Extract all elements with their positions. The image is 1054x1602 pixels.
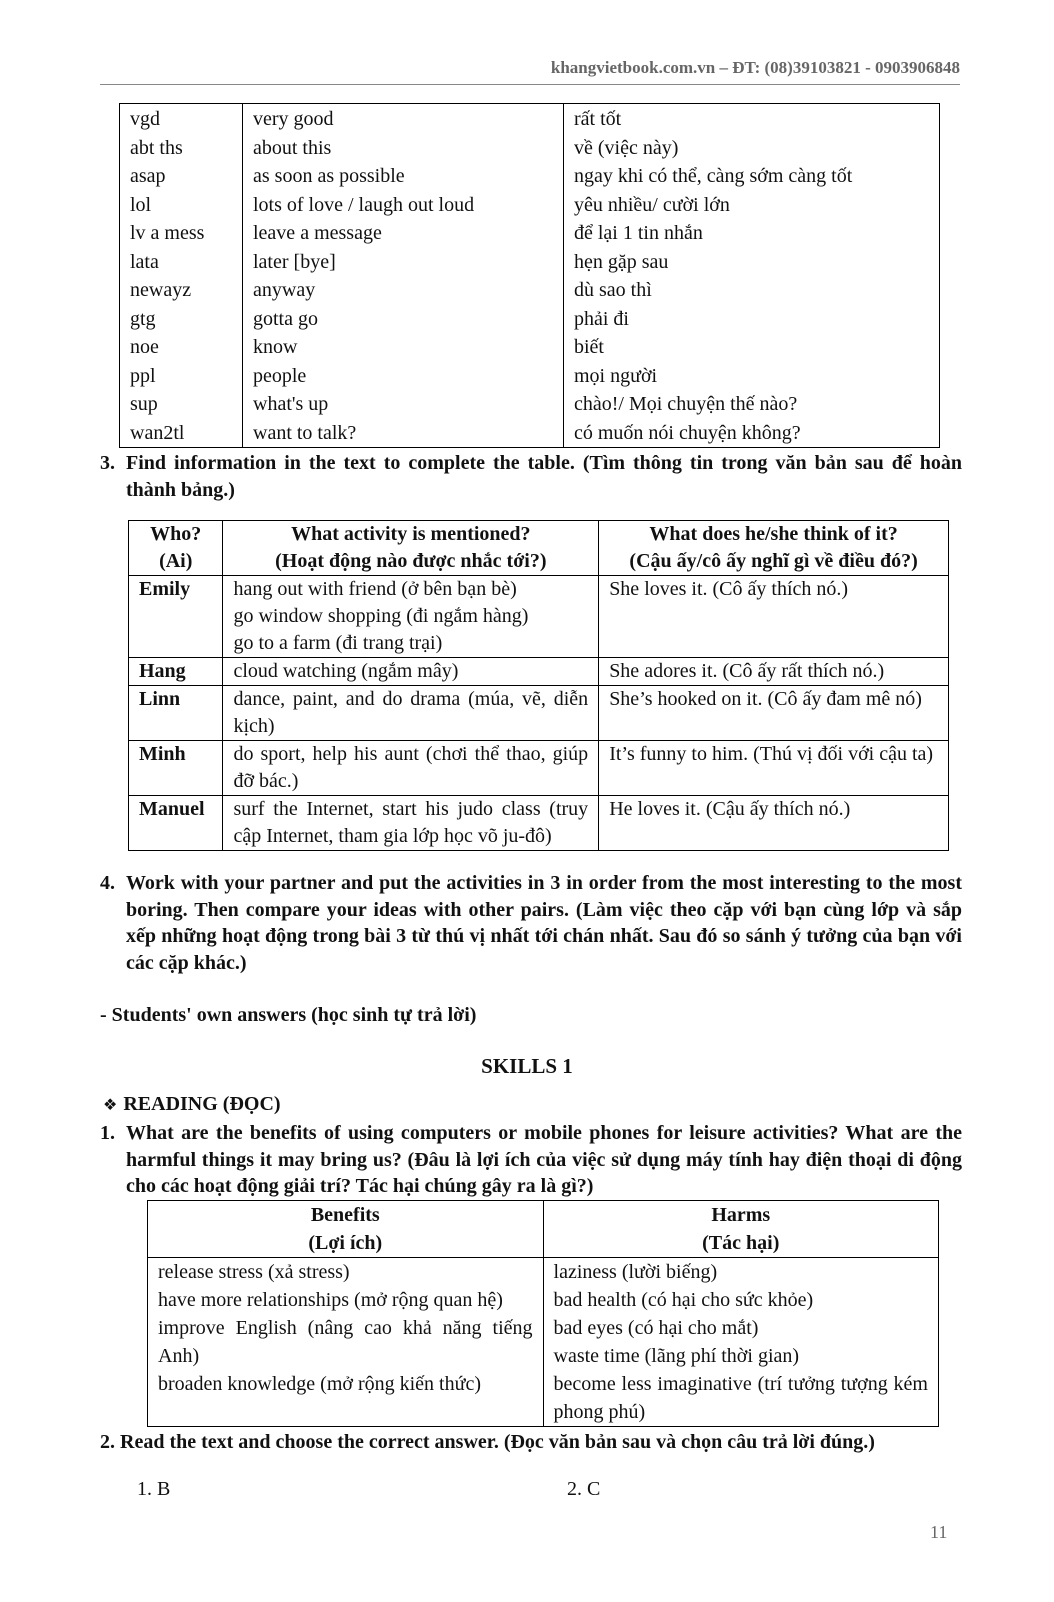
- activity-line: do sport, help his aunt (chơi thể thao, giúp đỡ bác.): [233, 743, 589, 792]
- vietnamese-cell: rất tốt: [574, 108, 622, 130]
- header-activity: What activity is mentioned? (Hoạt động nào được nhắc tới?): [223, 521, 599, 576]
- meaning-cell: anyway: [243, 276, 564, 305]
- benefit-item: release stress (xả stress): [158, 1261, 350, 1283]
- benefits-harms-table: [147, 1200, 939, 1427]
- table-row: [148, 1258, 939, 1427]
- opinion-cell: He loves it. (Cậu ấy thích nó.): [599, 796, 949, 851]
- abbreviation-cell: lata: [120, 248, 243, 277]
- answer-2: 2. C: [567, 1478, 601, 1500]
- who-cell: Emily: [129, 576, 223, 658]
- table-header-row: [129, 521, 949, 576]
- meaning-cell: lots of love / laugh out loud: [243, 191, 564, 220]
- meaning-cell: what's up: [243, 390, 564, 419]
- header-harms: Harms (Tác hại): [543, 1201, 938, 1258]
- harm-item: waste time (lãng phí thời gian): [553, 1345, 800, 1367]
- abbreviation-cell: gtg: [120, 305, 243, 334]
- activity-line: surf the Internet, start his judo class (truy cập Internet, tham gia lớp học võ ju-đô): [233, 798, 589, 847]
- table-row: [129, 658, 949, 686]
- meaning-cell: people: [243, 362, 564, 391]
- opinion-cell: She’s hooked on it. (Cô ấy đam mê nó): [599, 686, 949, 741]
- question-4: [100, 870, 962, 976]
- page-number: 11: [930, 1522, 948, 1542]
- who-cell: Minh: [129, 741, 223, 796]
- abbreviation-cell: ppl: [120, 362, 243, 391]
- abbreviation-cell: lol: [120, 191, 243, 220]
- harm-item: become less imaginative (trí tưởng tượng kém phong phú): [553, 1373, 928, 1423]
- section-title: SKILLS 1: [481, 1054, 573, 1078]
- abbreviation-cell: newayz: [120, 276, 243, 305]
- table-row: [129, 686, 949, 741]
- question-number: 2.: [100, 1431, 115, 1453]
- abbreviation-cell: asap: [120, 162, 243, 191]
- abbreviation-cell: wan2tl: [120, 419, 243, 448]
- table-header-row: [148, 1201, 939, 1258]
- vietnamese-cell: dù sao thì: [574, 279, 652, 301]
- table-row: [120, 276, 940, 305]
- who-cell: Manuel: [129, 796, 223, 851]
- question-3: [100, 450, 962, 503]
- benefit-item: have more relationships (mở rộng quan hệ): [158, 1289, 503, 1311]
- table-row: [120, 419, 940, 448]
- vietnamese-cell: về (việc này): [574, 136, 679, 159]
- activity-line: dance, paint, and do drama (múa, vẽ, diễn kịch): [233, 688, 589, 737]
- activity-cell: [223, 686, 599, 741]
- activity-line: cloud watching (ngắm mây): [233, 660, 459, 682]
- q4-answer: - Students' own answers (học sinh tự trả lời): [100, 1004, 477, 1026]
- table-row: [120, 390, 940, 419]
- meaning-cell: gotta go: [243, 305, 564, 334]
- answer-1: 1. B: [137, 1478, 171, 1500]
- benefit-item: improve English (nâng cao khả năng tiếng Anh): [158, 1317, 533, 1367]
- opinion-cell: She loves it. (Cô ấy thích nó.): [599, 576, 949, 658]
- harm-item: bad eyes (có hại cho mắt): [553, 1317, 759, 1339]
- table-row: [129, 576, 949, 658]
- table-row: [120, 219, 940, 248]
- who-cell: Linn: [129, 686, 223, 741]
- question-text: Read the text and choose the correct answer. (Đọc văn bản sau và chọn câu trả lời đúng.): [120, 1431, 875, 1453]
- benefit-item: broaden knowledge (mở rộng kiến thức): [158, 1373, 481, 1395]
- vietnamese-cell: biết: [574, 336, 604, 358]
- vietnamese-cell: có muốn nói chuyện không?: [574, 421, 801, 444]
- question-number: 4.: [100, 872, 115, 894]
- table-row: [129, 741, 949, 796]
- activity-cell: [223, 741, 599, 796]
- vietnamese-cell: chào!/ Mọi chuyện thế nào?: [574, 393, 798, 415]
- table-row: [129, 796, 949, 851]
- meaning-cell: very good: [243, 104, 564, 134]
- opinion-cell: It’s funny to him. (Thú vị đối với cậu ta): [599, 741, 949, 796]
- table-row: [120, 104, 940, 134]
- who-cell: Hang: [129, 658, 223, 686]
- table-row: [120, 362, 940, 391]
- table-row: [120, 333, 940, 362]
- vietnamese-cell: để lại 1 tin nhắn: [574, 222, 703, 244]
- meaning-cell: later [bye]: [243, 248, 564, 277]
- harms-cell: [543, 1258, 938, 1427]
- reading-question-1: [100, 1120, 962, 1200]
- activity-table: [128, 520, 949, 851]
- header-text: khangvietbook.com.vn – ĐT: (08)39103821 - 0903906848: [550, 58, 960, 77]
- meaning-cell: as soon as possible: [243, 162, 564, 191]
- table-row: [120, 305, 940, 334]
- reading-title: READING (ĐỌC): [123, 1093, 281, 1115]
- meaning-cell: about this: [243, 134, 564, 163]
- question-text: What are the benefits of using computers or mobile phones for leisure activities? What are the harmful things it may bring us? (Đâu là lợi ích của việc sử dụng máy tính hay điện thoại di động cho các hoạt động giải trí? Tác hại chúng gây ra là gì?): [126, 1122, 962, 1197]
- activity-cell: [223, 576, 599, 658]
- meaning-cell: want to talk?: [243, 419, 564, 448]
- abbreviation-cell: noe: [120, 333, 243, 362]
- table-row: [120, 248, 940, 277]
- vietnamese-cell: yêu nhiều/ cười lớn: [574, 193, 730, 216]
- vietnamese-cell: hẹn gặp sau: [574, 250, 669, 273]
- table-row: [120, 191, 940, 220]
- header-benefits: Benefits (Lợi ích): [148, 1201, 544, 1258]
- activity-cell: [223, 658, 599, 686]
- abbreviation-cell: lv a mess: [120, 219, 243, 248]
- abbreviation-table: [119, 103, 940, 448]
- question-number: 3.: [100, 452, 115, 474]
- page-header: [100, 58, 960, 85]
- table-row: [120, 134, 940, 163]
- reading-heading: [103, 1093, 281, 1116]
- question-text: Find information in the text to complete the table. (Tìm thông tin trong văn bản sau để hoàn thành bảng.): [126, 452, 962, 501]
- meaning-cell: leave a message: [243, 219, 564, 248]
- question-number: 1.: [100, 1122, 115, 1144]
- benefits-cell: [148, 1258, 544, 1427]
- vietnamese-cell: phải đi: [574, 307, 629, 330]
- table-row: [120, 162, 940, 191]
- activity-line: hang out with friend (ở bên bạn bè): [233, 578, 517, 600]
- harm-item: laziness (lười biếng): [553, 1261, 718, 1283]
- activity-line: go to a farm (đi trang trại): [233, 632, 443, 654]
- vietnamese-cell: ngay khi có thể, càng sớm càng tốt: [574, 165, 853, 187]
- abbreviation-cell: vgd: [120, 104, 243, 134]
- activity-line: go window shopping (đi ngắm hàng): [233, 605, 529, 627]
- abbreviation-cell: sup: [120, 390, 243, 419]
- activity-cell: [223, 796, 599, 851]
- diamond-bullet-icon: ❖: [103, 1095, 118, 1114]
- header-opinion: What does he/she think of it? (Cậu ấy/cô ấy nghĩ gì về điều đó?): [599, 521, 949, 576]
- header-who: Who? (Ai): [129, 521, 223, 576]
- abbreviation-cell: abt ths: [120, 134, 243, 163]
- meaning-cell: know: [243, 333, 564, 362]
- harm-item: bad health (có hại cho sức khỏe): [553, 1289, 814, 1311]
- question-text: Work with your partner and put the activities in 3 in order from the most interesting to the most boring. Then compare your ideas with other pairs. (Làm việc theo cặp với bạn cùng lớp và sắp xếp những hoạt động trong bài 3 từ thú vị nhất tới chán nhất. Sau đó so sánh ý tưởng của bạn với các cặp khác.): [126, 872, 962, 974]
- vietnamese-cell: mọi người: [574, 364, 658, 387]
- reading-question-2: [100, 1429, 962, 1456]
- opinion-cell: She adores it. (Cô ấy rất thích nó.): [599, 658, 949, 686]
